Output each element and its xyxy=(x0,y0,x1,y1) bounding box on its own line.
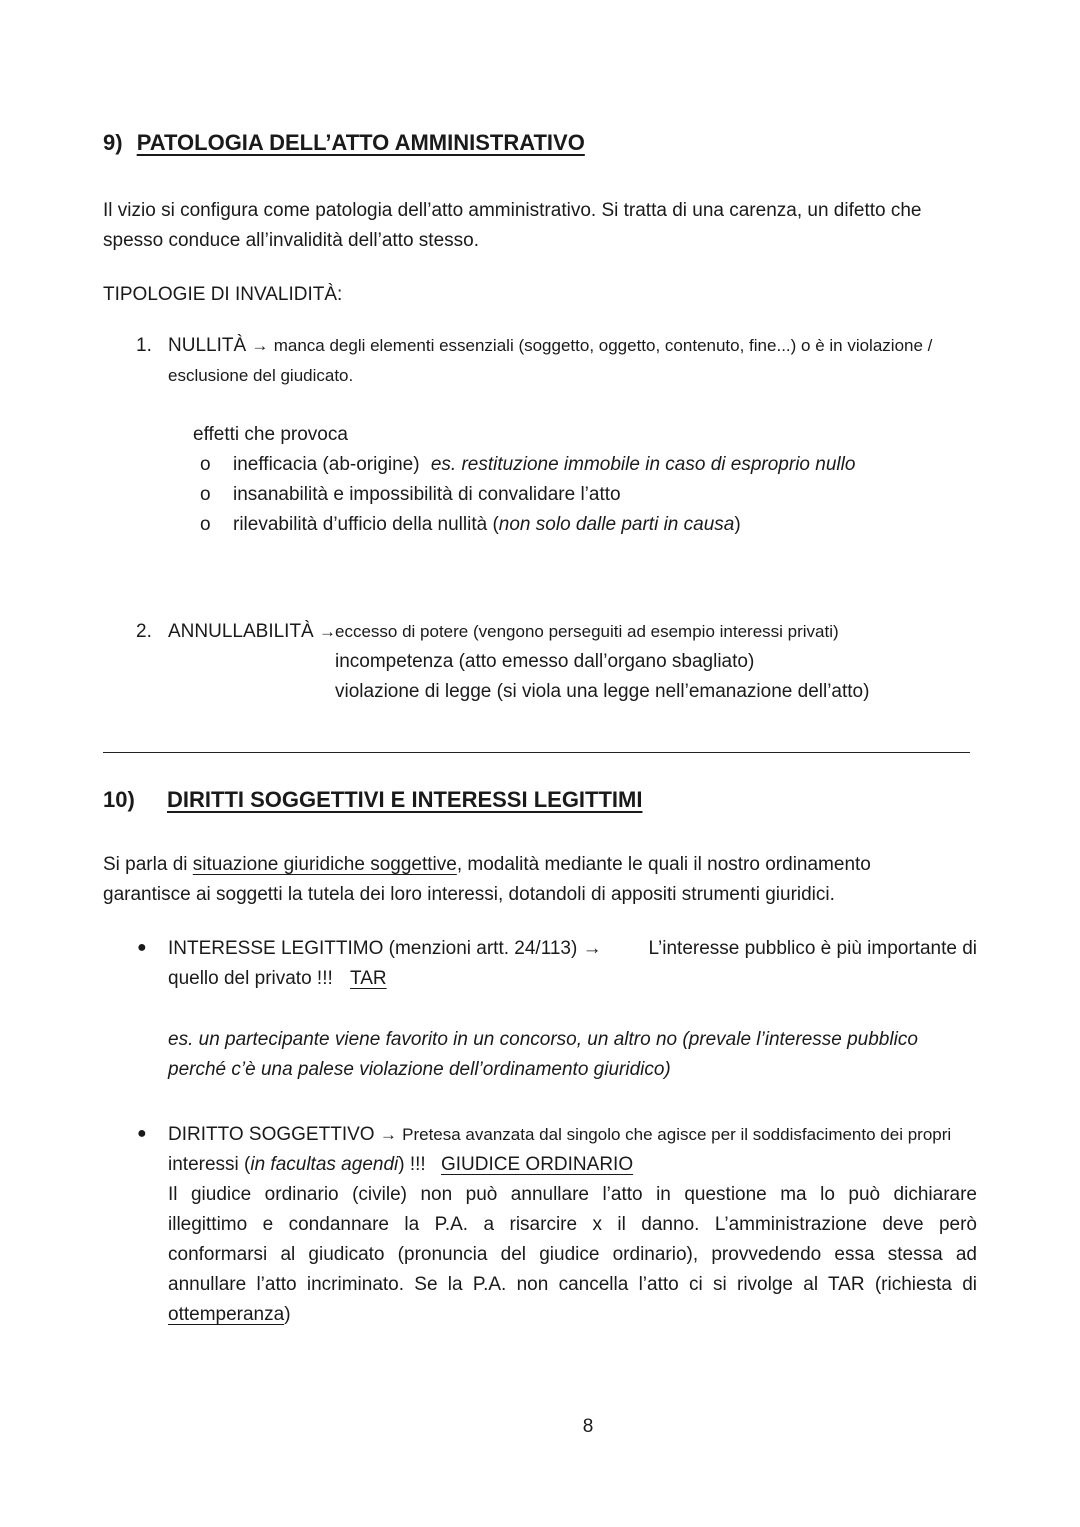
arrow-icon: → xyxy=(251,336,269,355)
effect-text: insanabilità e impossibilità di convalidare l’atto xyxy=(233,484,621,505)
arrow-icon: → xyxy=(582,938,602,959)
section-number: 10) xyxy=(103,787,135,812)
intro-line: garantisce ai soggetti la tutela dei loro interessi, dotandoli di appositi strumenti giuridici. xyxy=(103,884,835,905)
circle-bullet-icon: o xyxy=(200,514,211,535)
effects-heading: effetti che provoca xyxy=(193,424,348,445)
example-line: perché c’è una palese violazione dell’ordinamento giuridico) xyxy=(168,1059,671,1080)
section-title: PATOLOGIA DELL’ATTO AMMINISTRATIVO xyxy=(136,130,585,155)
effect-example: es. restituzione immobile in caso di esproprio nullo xyxy=(430,454,856,475)
item-text: ) !!! xyxy=(398,1154,426,1175)
section-title: DIRITTI SOGGETTIVI E INTERESSI LEGITTIMI xyxy=(167,787,643,812)
circle-bullet-icon: o xyxy=(200,454,211,475)
annullabilita-causes xyxy=(335,617,975,707)
item-text: ) xyxy=(284,1304,291,1325)
circle-bullet-icon: o xyxy=(200,484,211,505)
section-10-intro xyxy=(103,850,977,910)
nullita-desc-cont: esclusione del giudicato. xyxy=(168,366,354,385)
example-line: es. un partecipante viene favorito in un concorso, un altro no (prevale l’interesse pubblico xyxy=(168,1029,918,1050)
nullita-item xyxy=(168,331,988,391)
diritto-soggettivo-item xyxy=(168,1120,977,1330)
paragraph-line: Il giudice ordinario (civile) non può annullare l’atto in questione ma lo può dichiarare xyxy=(168,1184,977,1205)
list-item xyxy=(200,480,960,510)
section-9-intro xyxy=(103,196,977,256)
nullita-desc: manca degli elementi essenziali (soggetto, oggetto, contenuto, fine...) o è in violazione / xyxy=(273,336,933,355)
item-italic: in facultas agendi xyxy=(250,1154,399,1175)
section-10-heading xyxy=(103,787,643,813)
nullita-label: NULLITÀ xyxy=(168,335,247,356)
arrow-icon: → xyxy=(379,1125,397,1144)
list-number: 2. xyxy=(136,621,152,642)
tar-tag: TAR xyxy=(350,968,387,989)
item-desc: L’interesse pubblico è più importante di xyxy=(648,938,977,959)
annullabilita-label: ANNULLABILITÀ xyxy=(168,621,314,642)
item-underlined: ottemperanza xyxy=(168,1304,285,1325)
list-item xyxy=(200,450,960,480)
item-desc: Pretesa avanzata dal singolo che agisce per il soddisfacimento dei propri xyxy=(402,1125,952,1144)
intro-line xyxy=(103,850,977,880)
bullet-icon: ● xyxy=(137,939,147,956)
effect-text: ) xyxy=(734,514,741,535)
list-item xyxy=(200,510,960,540)
cause-item: violazione di legge (si viola una legge nell’emanazione dell’atto) xyxy=(335,681,870,702)
interesse-legittimo-item xyxy=(168,934,977,1085)
paragraph-line: illegittimo e condannare la P.A. a risarcire x il danno. L’amministrazione deve però xyxy=(168,1214,977,1235)
item-text: interessi ( xyxy=(168,1154,251,1175)
item-label: INTERESSE LEGITTIMO (menzioni artt. 24/113) xyxy=(168,938,578,959)
section-9-heading xyxy=(103,130,585,156)
effects-list xyxy=(200,450,960,540)
effect-text: inefficacia (ab-origine) xyxy=(233,454,420,475)
intro-text: Si parla di xyxy=(103,854,193,875)
annullabilita-label-row xyxy=(168,621,336,643)
cause-item: eccesso di potere (vengono perseguiti ad esempio interessi privati) xyxy=(335,622,839,641)
section-divider xyxy=(103,752,970,753)
page-number: 8 xyxy=(582,1416,594,1437)
list-number: 1. xyxy=(136,335,152,356)
intro-text: , modalità mediante le quali il nostro ordinamento xyxy=(456,854,871,875)
cause-item: incompetenza (atto emesso dall’organo sbagliato) xyxy=(335,651,755,672)
paragraph-line: conformarsi al giudicato (pronuncia del giudice ordinario), provvedendo essa stessa ad xyxy=(168,1244,977,1265)
effect-text: rilevabilità d’ufficio della nullità ( xyxy=(233,514,499,535)
intro-line: spesso conduce all’invalidità dell’atto stesso. xyxy=(103,230,479,251)
item-desc-cont: quello del privato !!! xyxy=(168,968,333,989)
giudice-tag: GIUDICE ORDINARIO xyxy=(440,1154,634,1175)
intro-line: Il vizio si configura come patologia dell’atto amministrativo. Si tratta di una carenza, un difetto che xyxy=(103,200,922,221)
intro-underlined: situazione giuridiche soggettive xyxy=(192,854,457,875)
item-label: DIRITTO SOGGETTIVO xyxy=(168,1124,375,1145)
paragraph-line: annullare l’atto incriminato. Se la P.A. non cancella l’atto ci si rivolge al TAR (richiesta di xyxy=(168,1274,977,1295)
bullet-icon: ● xyxy=(137,1125,147,1142)
arrow-icon: → xyxy=(319,622,337,641)
effect-italic: non solo dalle parti in causa xyxy=(498,514,735,535)
types-heading: TIPOLOGIE DI INVALIDITÀ: xyxy=(103,284,343,305)
section-number: 9) xyxy=(103,130,123,155)
